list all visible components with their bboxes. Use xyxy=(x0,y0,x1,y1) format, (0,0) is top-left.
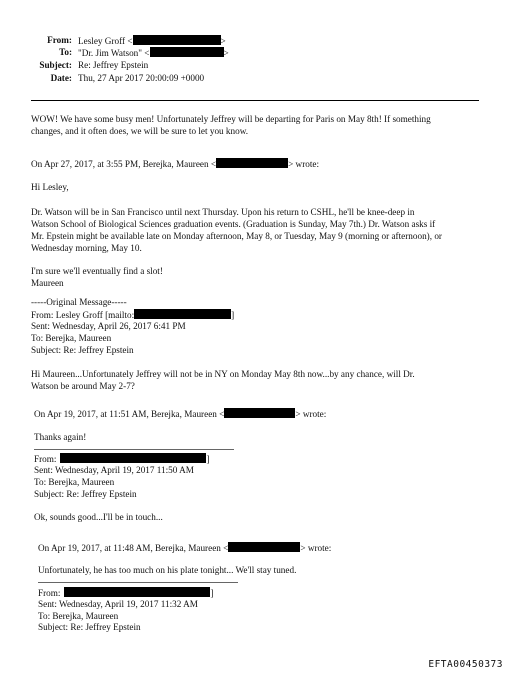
header-divider xyxy=(31,100,479,101)
redaction-box xyxy=(133,35,221,45)
redaction-box xyxy=(228,542,300,552)
quote-closing: I'm sure we'll eventually find a slot! xyxy=(31,266,163,276)
quote-divider xyxy=(38,582,238,583)
quote-subject: Subject: Re: Jeffrey Epstein xyxy=(34,489,137,499)
quote-attribution: On Apr 19, 2017, at 11:51 AM, Berejka, Maureen < > wrote: xyxy=(34,409,327,419)
header-date-value: Thu, 27 Apr 2017 20:00:09 +0000 xyxy=(78,73,205,83)
original-from: From: Lesley Groff [mailto: ] xyxy=(31,310,235,320)
redaction-box xyxy=(216,158,288,168)
quote-to: To: Berejka, Maureen xyxy=(38,611,119,621)
reply-line: WOW! We have some busy men! Unfortunately Jeffrey will be departing for Paris on May 8th! If something xyxy=(31,114,431,124)
original-message-marker: -----Original Message----- xyxy=(31,297,127,307)
redaction-box xyxy=(224,408,295,418)
bates-number: EFTA00450373 xyxy=(428,659,503,670)
quote-subject: Subject: Re: Jeffrey Epstein xyxy=(38,622,141,632)
quote-greeting: Hi Lesley, xyxy=(31,182,69,192)
header-from-value: Lesley Groff < > xyxy=(78,36,226,46)
reply-line: changes, and it often does, we will be sure to let you know. xyxy=(31,126,249,136)
header-subject-label: Subject: xyxy=(39,60,72,70)
redaction-box xyxy=(60,453,206,463)
header-subject-value: Re: Jeffrey Epstein xyxy=(78,60,149,70)
original-to: To: Berejka, Maureen xyxy=(31,333,112,343)
header-to-label: To: xyxy=(59,47,72,57)
quote-attribution: On Apr 19, 2017, at 11:48 AM, Berejka, Maureen < > wrote: xyxy=(38,543,332,553)
quote-attribution: On Apr 27, 2017, at 3:55 PM, Berejka, Maureen < > wrote: xyxy=(31,159,320,169)
redaction-box xyxy=(150,47,224,57)
quote-from: From: ] xyxy=(34,454,210,464)
quote-signature: Maureen xyxy=(31,278,64,288)
quote-paragraph-line: Mr. Epstein might be available late on Monday afternoon, May 8, or Tuesday, May 9 (morning or afternoon), or xyxy=(31,231,442,241)
quote-text: Unfortunately, he has too much on his plate tonight... We'll stay tuned. xyxy=(38,565,297,575)
redaction-box xyxy=(64,587,210,597)
quote-text: Thanks again! xyxy=(34,432,87,442)
header-from-label: From: xyxy=(47,35,72,45)
quote-sent: Sent: Wednesday, April 19, 2017 11:32 AM xyxy=(38,599,198,609)
original-subject: Subject: Re: Jeffrey Epstein xyxy=(31,345,134,355)
original-paragraph-line: Watson be around May 2-7? xyxy=(31,381,135,391)
quote-from: From: ] xyxy=(38,588,214,598)
quote-paragraph-line: Dr. Watson will be in San Francisco until next Thursday. Upon his return to CSHL, he'll be knee-deep in xyxy=(31,207,415,217)
quote-sent: Sent: Wednesday, April 19, 2017 11:50 AM xyxy=(34,465,194,475)
quote-to: To: Berejka, Maureen xyxy=(34,477,115,487)
redaction-box xyxy=(134,309,231,319)
header-date-label: Date: xyxy=(50,73,72,83)
original-paragraph-line: Hi Maureen...Unfortunately Jeffrey will not be in NY on Monday May 8th now...by any chance, will Dr. xyxy=(31,369,415,379)
quote-paragraph-line: Watson School of Biological Sciences graduation events. (Graduation is Sunday, May 7th.) Dr. Watson asks if xyxy=(31,219,436,229)
quote-divider xyxy=(34,449,234,450)
quote-paragraph-line: Wednesday morning, May 10. xyxy=(31,243,142,253)
original-sent: Sent: Wednesday, April 26, 2017 6:41 PM xyxy=(31,321,186,331)
header-to-value: "Dr. Jim Watson" < > xyxy=(78,48,229,58)
quote-body: Ok, sounds good...I'll be in touch... xyxy=(34,512,163,522)
